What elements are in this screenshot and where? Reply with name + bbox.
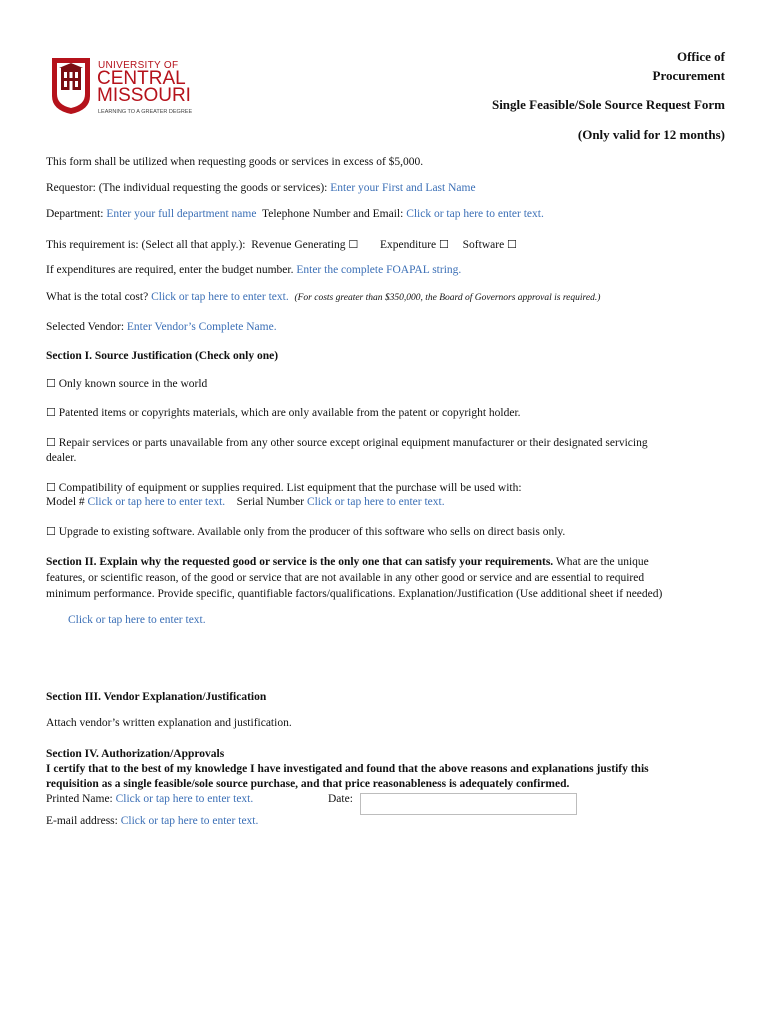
- section1-option1: [46, 377, 207, 390]
- vendor-name-field[interactable]: Enter Vendor’s Complete Name.: [126, 321, 277, 333]
- section1-option4: [46, 481, 522, 494]
- model-label: Model #: [46, 496, 85, 508]
- expenditure-checkbox[interactable]: ☐: [439, 238, 449, 251]
- section2-text-line3: minimum performance. Provide specific, quantifiable factors/qualifications. Explanation/Justification (Use additional sheet if needed): [46, 588, 663, 600]
- compatibility-label: Compatibility of equipment or supplies required. List equipment that the purchase will be used with:: [58, 482, 522, 494]
- repair-services-label: Repair services or parts unavailable from any other source except original equipment manufacturer or their designated servicing: [58, 437, 648, 449]
- date-label: Date:: [328, 793, 353, 805]
- only-known-source-checkbox[interactable]: ☐: [46, 377, 56, 390]
- department-row: [46, 208, 544, 220]
- compatibility-checkbox[interactable]: ☐: [46, 481, 56, 494]
- department-label: Department:: [46, 208, 104, 220]
- date-field[interactable]: [360, 793, 577, 815]
- department-field[interactable]: Enter your full department name: [106, 208, 257, 220]
- university-logo: [50, 54, 195, 116]
- vendor-row: [46, 321, 277, 333]
- logo-year: 1871: [62, 98, 78, 105]
- upgrade-software-label: Upgrade to existing software. Available only from the producer of this software who sells on direct basis only.: [58, 526, 566, 538]
- phone-email-field[interactable]: Click or tap here to enter text.: [406, 208, 544, 220]
- serial-number-field[interactable]: Click or tap here to enter text.: [306, 496, 445, 508]
- upgrade-software-checkbox[interactable]: ☐: [46, 525, 56, 538]
- repair-services-checkbox[interactable]: ☐: [46, 436, 56, 449]
- email-field[interactable]: Click or tap here to enter text.: [120, 815, 259, 827]
- budget-label: If expenditures are required, enter the budget number.: [46, 264, 294, 276]
- section3-text: Attach vendor’s written explanation and justification.: [46, 717, 292, 729]
- justification-field[interactable]: Click or tap here to enter text.: [68, 614, 206, 626]
- total-cost-label: What is the total cost?: [46, 291, 149, 303]
- section4-title: Section IV. Authorization/Approvals: [46, 748, 225, 760]
- printed-name-row: [46, 793, 253, 805]
- vendor-label: Selected Vendor:: [46, 321, 125, 333]
- printed-name-label: Printed Name:: [46, 793, 113, 805]
- total-cost-row: [46, 291, 600, 303]
- logo-line1: UNIVERSITY OF: [98, 60, 179, 71]
- form-title: Single Feasible/Sole Source Request Form: [491, 97, 725, 112]
- section2-text-start: What are the unique: [555, 556, 649, 568]
- requestor-field[interactable]: Enter your First and Last Name: [330, 182, 476, 194]
- option-software-label: Software: [462, 239, 505, 251]
- section1-option3: [46, 436, 648, 449]
- patented-items-label: Patented items or copyrights materials, which are only available from the patent or copyright holder.: [58, 407, 521, 419]
- form-validity: (Only valid for 12 months): [577, 127, 725, 142]
- patented-items-checkbox[interactable]: ☐: [46, 406, 56, 419]
- foapal-field[interactable]: Enter the complete FOAPAL string.: [296, 264, 462, 276]
- option-expenditure-label: Expenditure: [379, 239, 437, 251]
- intro-text: This form shall be utilized when requesting goods or services in excess of $5,000.: [46, 156, 424, 168]
- revenue-generating-checkbox[interactable]: ☐: [348, 238, 359, 251]
- board-approval-note: (For costs greater than $350,000, the Board of Governors approval is required.): [294, 293, 601, 303]
- section3-title: Section III. Vendor Explanation/Justification: [46, 691, 267, 703]
- total-cost-field[interactable]: Click or tap here to enter text.: [151, 291, 289, 303]
- requestor-row: [46, 182, 476, 194]
- software-checkbox[interactable]: ☐: [507, 238, 517, 251]
- logo-line2: CENTRAL: [97, 68, 186, 89]
- model-serial-row: [46, 496, 445, 508]
- repair-services-label-cont: dealer.: [46, 452, 77, 464]
- university-seal-icon: [50, 54, 92, 116]
- email-label: E-mail address:: [46, 815, 118, 827]
- email-row: [46, 815, 258, 827]
- logo-tagline: LEARNING TO A GREATER DEGREE: [98, 109, 193, 115]
- phone-email-label: Telephone Number and Email:: [262, 208, 404, 220]
- budget-row: [46, 264, 461, 276]
- office-title-line1: Office of: [676, 49, 725, 64]
- section1-option2: [46, 406, 521, 419]
- office-title-line2: Procurement: [652, 68, 725, 83]
- model-number-field[interactable]: Click or tap here to enter text.: [87, 496, 226, 508]
- certification-line1: I certify that to the best of my knowledge I have investigated and found that the above reasons and explanations justify this: [46, 763, 649, 775]
- requirement-label: This requirement is: (Select all that apply.):: [46, 239, 246, 251]
- printed-name-field[interactable]: Click or tap here to enter text.: [115, 793, 254, 805]
- section1-title: Section I. Source Justification (Check only one): [46, 350, 279, 362]
- section2-title: Section II. Explain why the requested good or service is the only one that can satisfy your requirements.: [46, 556, 554, 568]
- section1-option5: [46, 525, 565, 538]
- section2-line1: [46, 556, 649, 568]
- requirement-row: [46, 238, 517, 251]
- only-known-source-label: Only known source in the world: [58, 378, 208, 390]
- requestor-label: Requestor: (The individual requesting the goods or services):: [46, 182, 328, 194]
- option-revenue-label: Revenue Generating: [251, 239, 346, 251]
- section2-text-line2: features, or scientific reason, of the good or service that are not available in any other good or service and are essential to required: [46, 572, 645, 584]
- logo-line3: MISSOURI: [97, 85, 191, 106]
- serial-label: Serial Number: [236, 496, 305, 508]
- certification-line2: requisition as a single feasible/sole source purchase, and that price reasonableness is adequately confirmed.: [46, 778, 570, 790]
